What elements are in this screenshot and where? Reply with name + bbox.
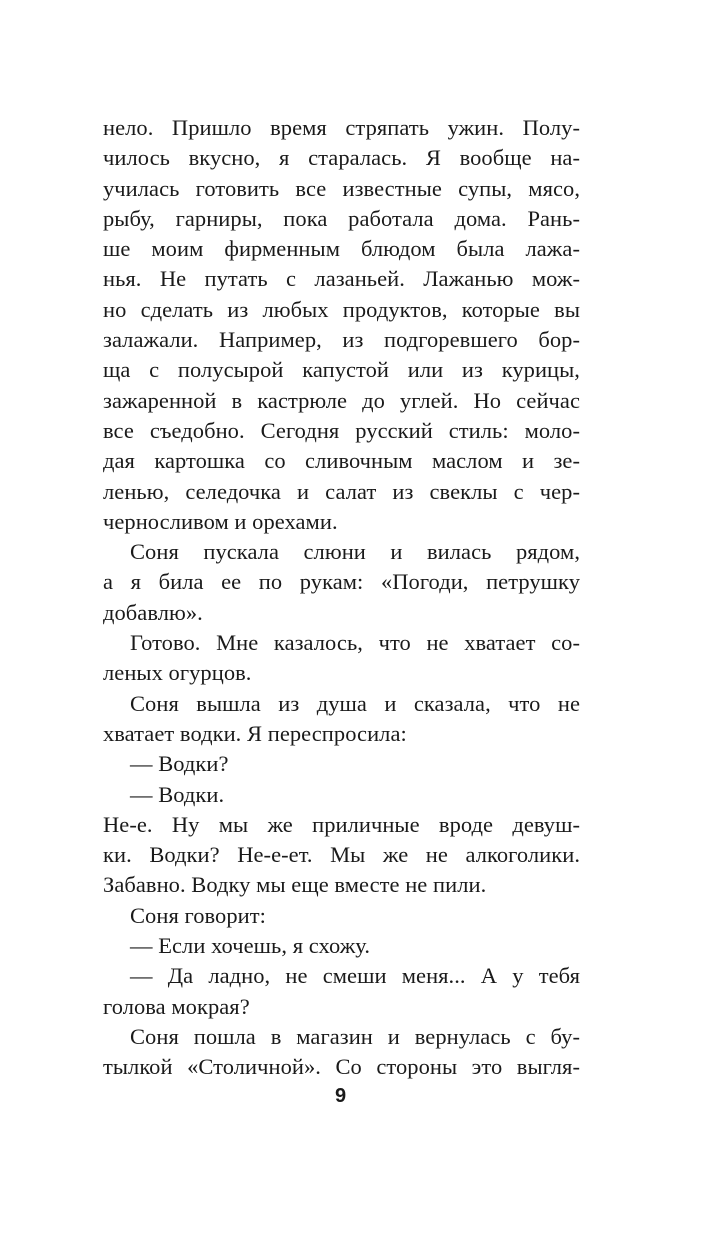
text-line: — Если хочешь, я схожу. <box>130 933 371 959</box>
text-line: черносливом и орехами. <box>103 508 338 534</box>
text-line: чилось вкусно, я старалась. Я вообще на- <box>103 145 580 171</box>
text-line: ше моим фирменным блюдом была лажа- <box>103 236 580 262</box>
text-line: ки. Водки? Не-е-ет. Мы же не алкоголики. <box>103 842 580 868</box>
text-line: Соня вышла из душа и сказала, что не <box>130 690 580 716</box>
text-line: Забавно. Водку мы еще вместе не пили. <box>103 872 487 898</box>
text-line: Соня пошла в магазин и вернулась с бу- <box>130 1023 580 1049</box>
text-line: — Водки? <box>130 751 229 777</box>
text-line: дая картошка со сливочным маслом и зе- <box>103 448 580 474</box>
text-line: ща с полусырой капустой или из курицы, <box>103 357 580 383</box>
text-line: зажаренной в кастрюле до углей. Но сейчас <box>103 387 580 413</box>
body-text <box>103 113 580 1083</box>
text-line: Готово. Мне казалось, что не хватает со- <box>130 630 580 656</box>
text-line: Соня говорит: <box>130 902 266 928</box>
text-line: нело. Пришло время стряпать ужин. Полу- <box>103 115 580 140</box>
text-line: залажали. Например, из подгоревшего бор- <box>103 327 580 353</box>
text-line: голова мокрая? <box>103 993 250 1019</box>
text-line: нья. Не путать с лазаньей. Лажанью мож- <box>103 266 580 292</box>
text-line: все съедобно. Сегодня русский стиль: моло- <box>103 417 580 443</box>
text-line: хватает водки. Я переспросила: <box>103 720 407 746</box>
text-line: тылкой «Столичной». Со стороны это выгля- <box>103 1054 580 1080</box>
text-line: Соня пускала слюни и вилась рядом, <box>130 539 580 565</box>
text-line: Не-е. Ну мы же приличные вроде девуш- <box>103 811 580 837</box>
text-line: но сделать из любых продуктов, которые вы <box>103 296 580 322</box>
page-number: 9 <box>334 1085 347 1107</box>
text-line: леных огурцов. <box>103 660 252 686</box>
text-line: а я била ее по рукам: «Погоди, петрушку <box>103 569 580 595</box>
text-line: училась готовить все известные супы, мясо, <box>103 175 580 201</box>
text-line: добавлю». <box>103 599 203 625</box>
text-line: — Водки. <box>130 781 225 807</box>
text-line: рыбу, гарниры, пока работала дома. Рань- <box>103 205 580 231</box>
text-line: — Да ладно, не смеши меня... А у тебя <box>130 963 580 989</box>
text-line: ленью, селедочка и салат из свеклы с чер- <box>103 478 580 504</box>
